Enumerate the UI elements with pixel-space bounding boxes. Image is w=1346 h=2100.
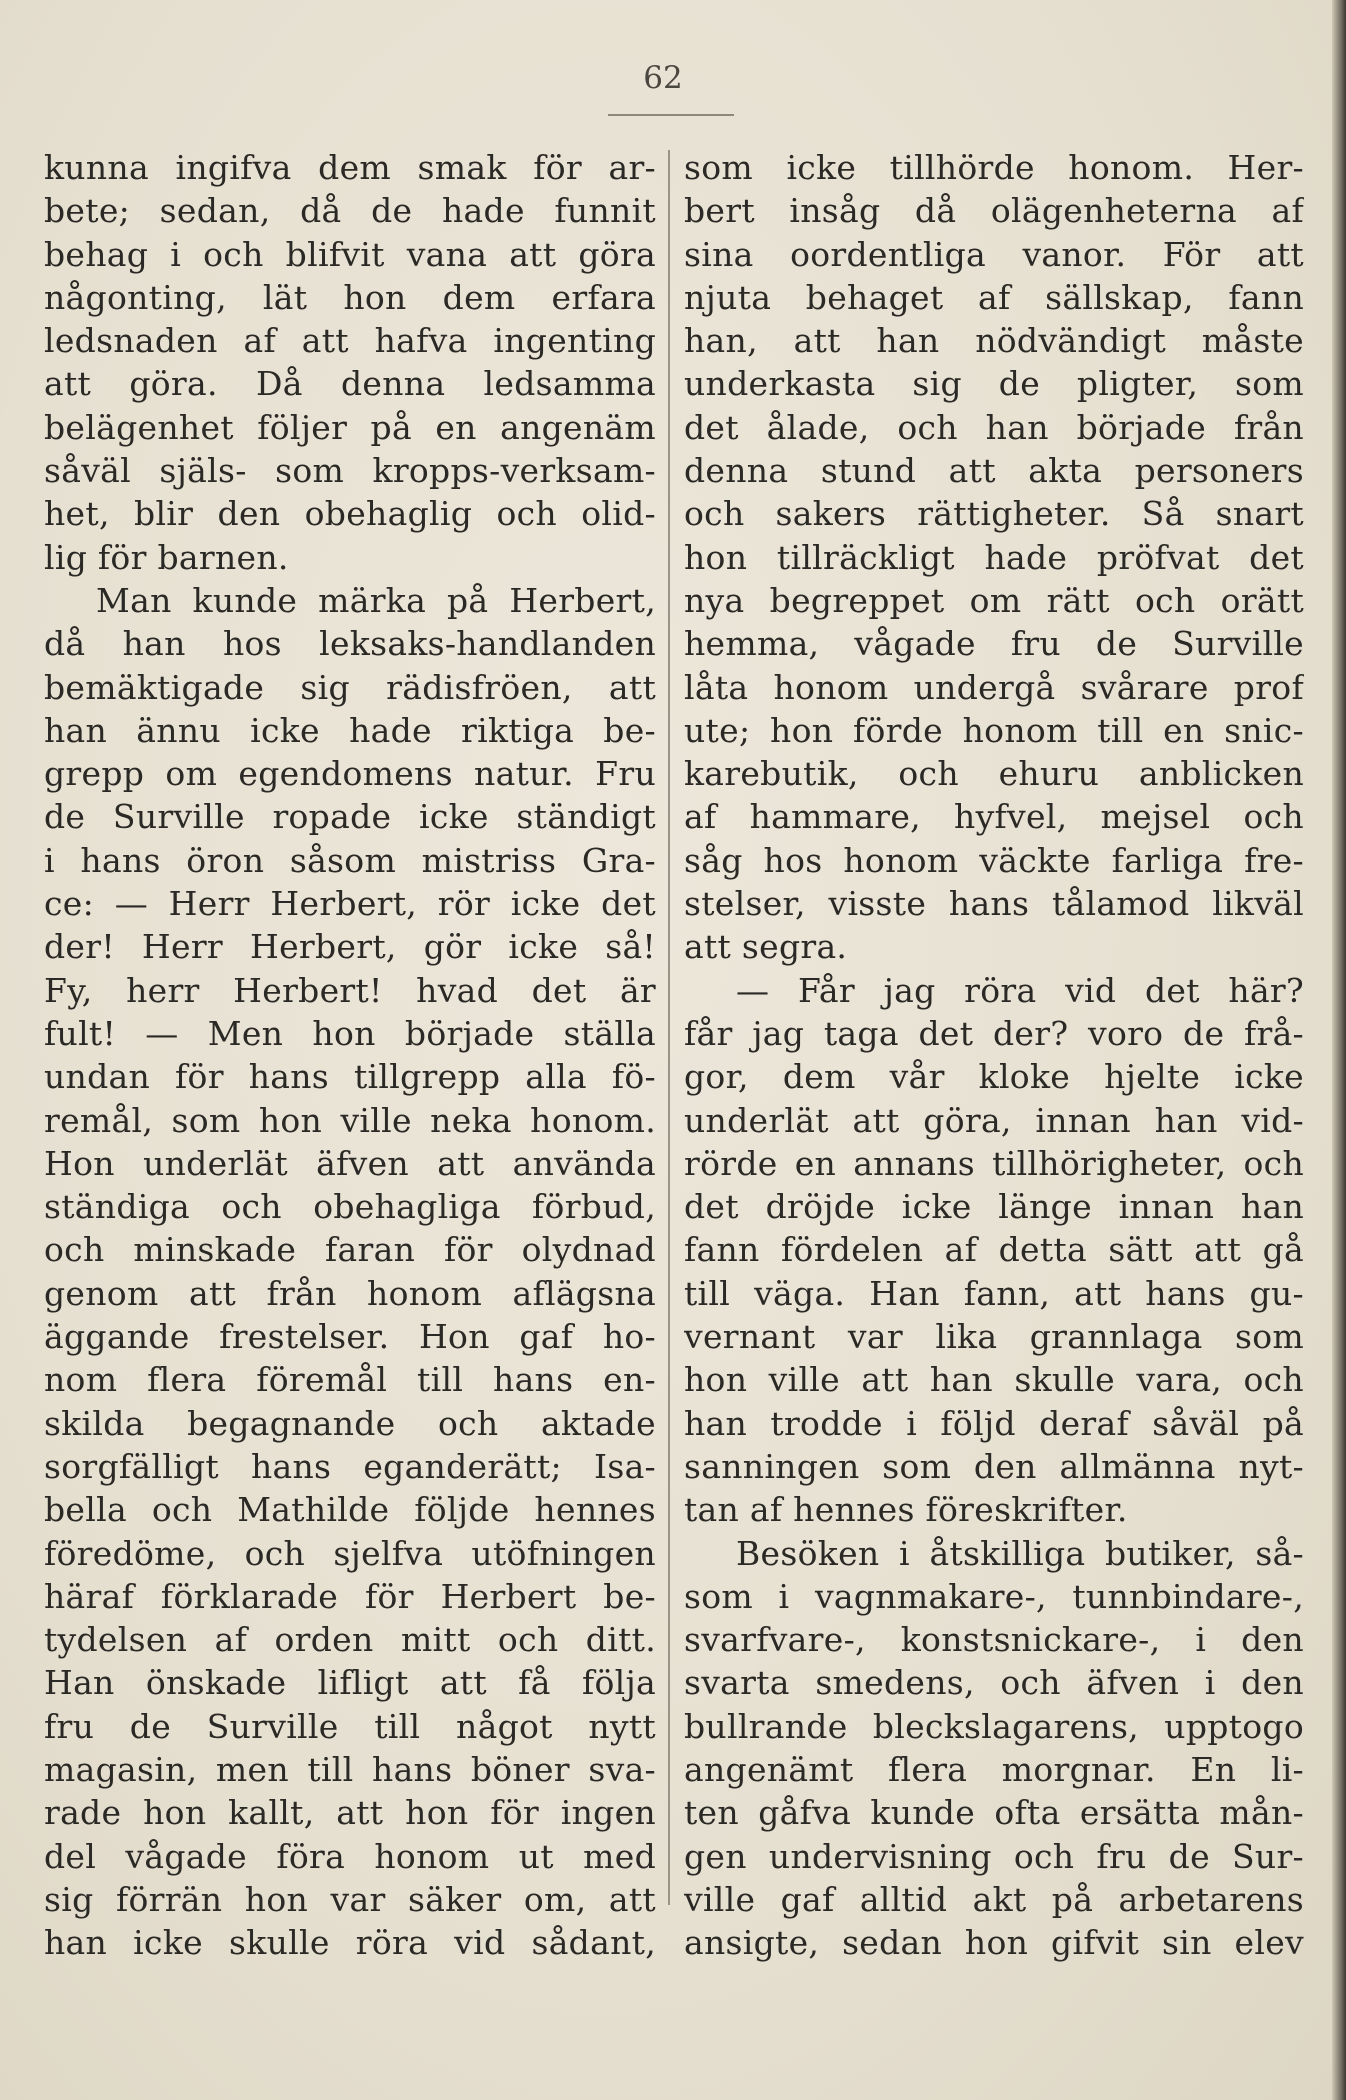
text-line: föredöme, och sjelfva utöfningen xyxy=(44,1533,656,1573)
text-line: grepp om egendomens natur. Fru xyxy=(44,754,656,794)
column-divider xyxy=(668,150,670,1905)
text-line: att segra. xyxy=(684,927,848,967)
text-line: bella och Mathilde följde hennes xyxy=(44,1490,656,1530)
text-line: hemma, vågade fru de Surville xyxy=(684,624,1304,664)
text-line: att göra. Då denna ledsamma xyxy=(44,364,656,404)
text-line: fann fördelen af detta sätt att gå xyxy=(684,1230,1304,1270)
text-line: fru de Surville till något nytt xyxy=(44,1706,656,1746)
text-line: undan för hans tillgrepp alla fö- xyxy=(44,1057,656,1097)
text-line: gor, dem vår kloke hjelte icke xyxy=(684,1057,1304,1097)
text-line: gen undervisning och fru de Sur- xyxy=(684,1836,1304,1876)
text-line: sorgfälligt hans eganderätt; Isa- xyxy=(44,1446,656,1486)
text-line: Hon underlät äfven att använda xyxy=(44,1143,656,1183)
text-line: fult! — Men hon började ställa xyxy=(44,1013,656,1053)
text-line: af hammare, hyfvel, mejsel och xyxy=(684,797,1304,837)
text-line: nya begreppet om rätt och orätt xyxy=(684,580,1304,620)
text-line: de Surville ropade icke ständigt xyxy=(44,797,656,837)
text-line: nom flera föremål till hans en- xyxy=(44,1360,656,1400)
text-line: der! Herr Herbert, gör icke så! xyxy=(44,927,656,967)
text-line: bullrande bleckslagarens, upptogo xyxy=(684,1706,1304,1746)
text-line: vernant var lika grannlaga som xyxy=(684,1317,1304,1357)
text-line: skilda begagnande och aktade xyxy=(44,1403,656,1443)
text-line: angenämt flera morgnar. En li- xyxy=(684,1749,1304,1789)
text-line: rörde en annans tillhörigheter, och xyxy=(684,1143,1304,1183)
text-line: ce: — Herr Herbert, rör icke det xyxy=(44,884,656,924)
text-line: tydelsen af orden mitt och ditt. xyxy=(44,1620,656,1660)
text-line: och minskade faran för olydnad xyxy=(44,1230,656,1270)
text-line: han ännu icke hade riktiga be- xyxy=(44,710,656,750)
page-edge-shadow xyxy=(1332,0,1346,2100)
text-line: hon ville att han skulle vara, och xyxy=(684,1360,1304,1400)
text-line: bemäktigade sig rädisfröen, att xyxy=(44,667,656,707)
text-line: Han önskade lifligt att få följa xyxy=(44,1663,656,1703)
text-line: njuta behaget af sällskap, fann xyxy=(684,277,1304,317)
text-line: underkasta sig de pligter, som xyxy=(684,364,1304,404)
text-line: som i vagnmakare-, tunnbindare-, xyxy=(684,1576,1304,1616)
text-line: svarta smedens, och äfven i den xyxy=(684,1663,1304,1703)
text-line: belägenhet följer på en angenäm xyxy=(44,407,656,447)
text-line: ten gåfva kunde ofta ersätta mån- xyxy=(684,1793,1304,1833)
text-line: ville gaf alltid akt på arbetarens xyxy=(684,1879,1304,1919)
text-line: såväl själs- som kropps-verksam- xyxy=(44,451,656,491)
text-line: sina oordentliga vanor. För att xyxy=(684,234,1304,274)
text-line: som icke tillhörde honom. Her- xyxy=(684,148,1304,187)
text-line: tan af hennes föreskrifter. xyxy=(684,1490,1128,1530)
text-line: denna stund att akta personers xyxy=(684,451,1304,491)
text-line: sig förrän hon var säker om, att xyxy=(44,1879,656,1919)
text-line: Man kunde märka på Herbert, xyxy=(96,580,656,620)
text-line: det ålade, och han började från xyxy=(684,407,1304,447)
text-line: — Får jag röra vid det här? xyxy=(736,970,1304,1010)
text-line: karebutik, och ehuru anblicken xyxy=(684,754,1304,794)
text-line: Besöken i åtskilliga butiker, så- xyxy=(736,1533,1304,1573)
text-line: ständiga och obehagliga förbud, xyxy=(44,1187,656,1227)
text-line: och sakers rättigheter. Så snart xyxy=(684,494,1304,534)
left-text-column xyxy=(44,146,656,1964)
text-line: han icke skulle röra vid sådant, xyxy=(44,1923,656,1963)
text-line: äggande frestelser. Hon gaf ho- xyxy=(44,1317,656,1357)
text-line: rade hon kallt, att hon för ingen xyxy=(44,1793,656,1833)
page-number: 62 xyxy=(643,60,683,96)
header-rule xyxy=(608,114,734,116)
text-line: får jag taga det der? voro de frå- xyxy=(684,1013,1304,1053)
text-line: han, att han nödvändigt måste xyxy=(684,321,1304,361)
text-line: underlät att göra, innan han vid- xyxy=(684,1100,1304,1140)
text-line: till väga. Han fann, att hans gu- xyxy=(684,1273,1304,1313)
text-line: lig för barnen. xyxy=(44,537,289,577)
text-line: ledsnaden af att hafva ingenting xyxy=(44,321,656,361)
text-line: häraf förklarade för Herbert be- xyxy=(44,1576,656,1616)
text-line: Fy, herr Herbert! hvad det är xyxy=(44,970,656,1010)
text-line: någonting, lät hon dem erfara xyxy=(44,277,656,317)
text-line: låta honom undergå svårare prof xyxy=(684,667,1304,707)
text-line: i hans öron såsom mistriss Gra- xyxy=(44,840,656,880)
right-text-column xyxy=(684,146,1304,1964)
text-line: bert insåg då olägenheterna af xyxy=(684,191,1304,231)
text-line: ute; hon förde honom till en snic- xyxy=(684,710,1304,750)
text-line: ansigte, sedan hon gifvit sin elev xyxy=(684,1923,1304,1963)
text-line: då han hos leksaks-handlanden xyxy=(44,624,656,664)
text-line: såg hos honom väckte farliga fre- xyxy=(684,840,1304,880)
text-line: det dröjde icke länge innan han xyxy=(684,1187,1304,1227)
text-line: behag i och blifvit vana att göra xyxy=(44,234,656,274)
text-line: kunna ingifva dem smak för ar- xyxy=(44,148,656,187)
text-line: hon tillräckligt hade pröfvat det xyxy=(684,537,1304,577)
text-line: remål, som hon ville neka honom. xyxy=(44,1100,656,1140)
text-line: bete; sedan, då de hade funnit xyxy=(44,191,656,231)
text-line: sanningen som den allmänna nyt- xyxy=(684,1446,1304,1486)
text-line: stelser, visste hans tålamod likväl xyxy=(684,884,1304,924)
text-line: svarfvare-, konstsnickare-, i den xyxy=(684,1620,1304,1660)
text-line: han trodde i följd deraf såväl på xyxy=(684,1403,1304,1443)
text-line: het, blir den obehaglig och olid- xyxy=(44,494,656,534)
text-line: genom att från honom aflägsna xyxy=(44,1273,656,1313)
text-line: del vågade föra honom ut med xyxy=(44,1836,656,1876)
text-line: magasin, men till hans böner sva- xyxy=(44,1749,656,1789)
